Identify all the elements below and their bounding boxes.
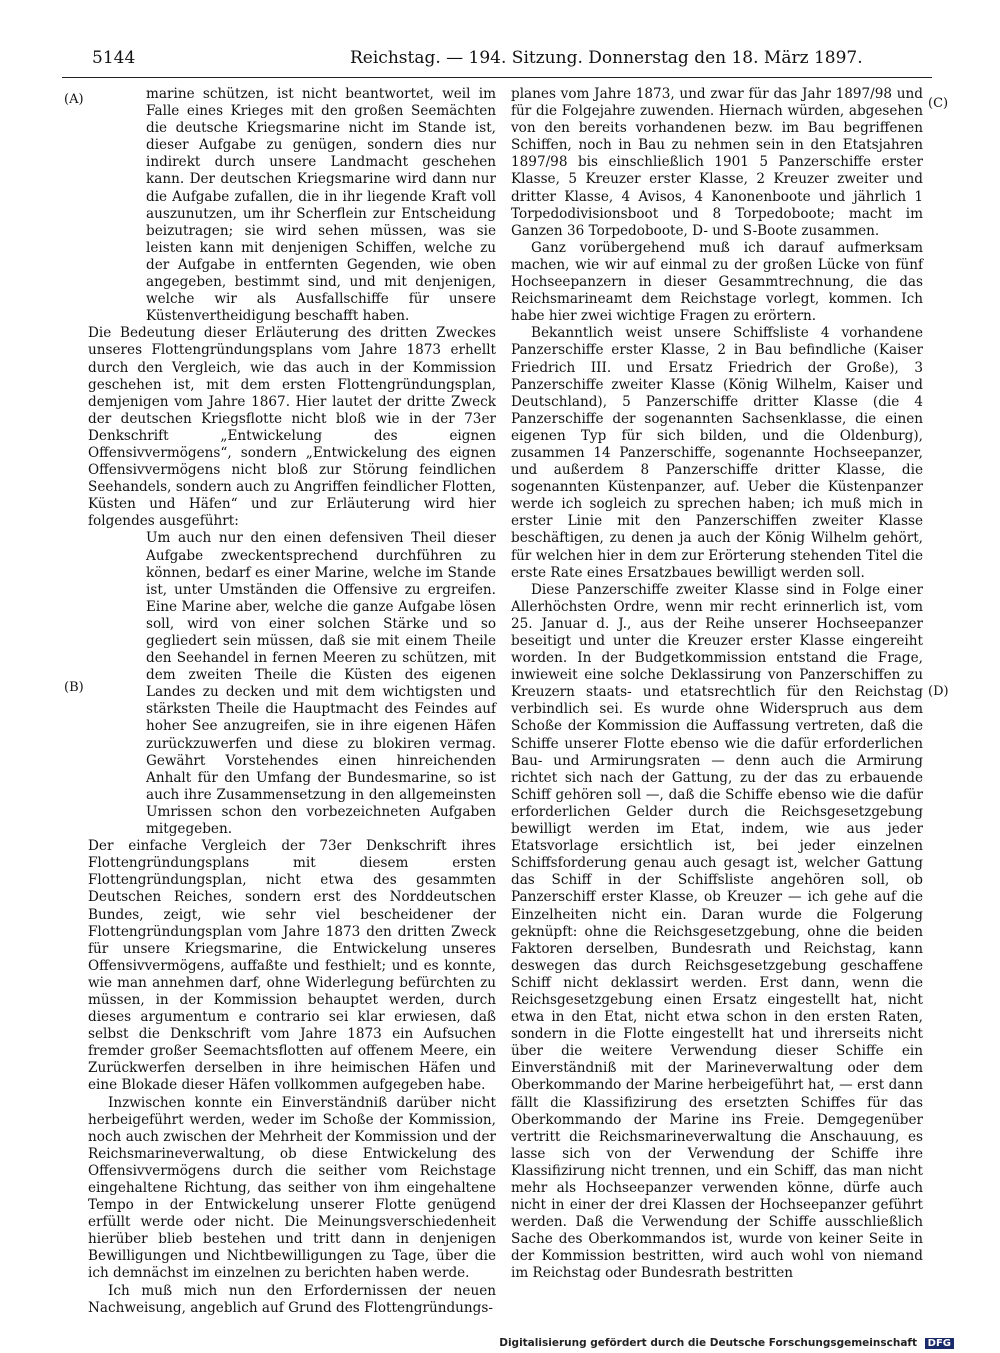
left-column xyxy=(88,86,496,1317)
dfg-logo: DFG xyxy=(925,1338,954,1349)
margin-mark-d: (D) xyxy=(928,684,949,699)
running-title: Reichstag. — 194. Sitzung. Donnerstag den 18. März 1897. xyxy=(350,48,863,68)
digitization-credit xyxy=(499,1337,954,1349)
paragraph: Ich muß mich nun den Erfordernissen der neuen Nachweisung, angeblich auf Grund des Flottengründungs- xyxy=(88,1282,496,1316)
page-number: 5144 xyxy=(92,48,136,68)
paragraph: Die Bedeutung dieser Erläuterung des dritten Zweckes unseres Flottengründungsplans vom Jahre 1873 erhellt durch den Vergleich, wie das auch in der Kommission geschehen ist, mit dem ersten Flottengründungsplan, demjenigen vom Jahre 1867. Hier lautet der dritte Zweck der deutschen Kriegsflotte nicht bloß wie in der 73er Denkschrift „Entwickelung des eignen Offensivvermögens“, sondern „Entwickelung des eignen Offensivvermögens nicht bloß zur Störung feindlichen Seehandels, sondern auch zu Angriffen feindlicher Flotten, Küsten und Häfen“ und zur Erläuterung wird hier folgendes ausgeführt: xyxy=(88,325,496,530)
margin-mark-c: (C) xyxy=(928,96,949,111)
credit-text: Digitalisierung gefördert durch die Deutsche Forschungsgemeinschaft xyxy=(499,1337,917,1349)
paragraph: Um auch nur den einen defensiven Theil dieser Aufgabe zweckentsprechend durchführen zu können, bedarf es einer Marine, welche im Stande ist, unter Umständen die Offensive zu ergreifen. Eine Marine aber, welche die ganze Aufgabe lösen soll, wird von einer solchen Stärke und so gegliedert sein müssen, daß sie mit einem Theile den Seehandel in fernen Meeren zu schützen, mit dem zweiten Theile die Küsten des eigenen Landes zu decken und mit dem wichtigsten und stärksten Theile die Hauptmacht des Feindes auf hoher See anzugreifen, sie in ihre eigenen Häfen zurückzuwerfen und diese zu blokiren vermag. Gewährt Vorstehendes einen hinreichenden Anhalt für den Umfang der Bundesmarine, so ist auch ihre Zusammensetzung in den allgemeinsten Umrissen schon den vorbezeichneten Aufgaben mitgegeben. xyxy=(146,530,496,838)
paragraph: Der einfache Vergleich der 73er Denkschrift ihres Flottengründungsplans mit diesem ersten Flottengründungsplan, nicht etwa des gesammten Deutschen Reiches, sondern erst des Norddeutschen Bundes, zeigt, wie sehr viel bescheidener der Flottengründungsplan vom Jahre 1873 den dritten Zweck für unsere Kriegsmarine, die Entwickelung unseres Offensivvermögens, auffaßte und festhielt; und es konnte, wie man annehmen darf, ohne Widerlegung befürchten zu müssen, in der Kommission behauptet werden, durch dieses argumentum e contrario sei klar erwiesen, daß selbst die Denkschrift vom Jahre 1873 ein Aufsuchen fremder großer Seemachtsflotten auf offenem Meere, ein Zurückwerfen derselben in ihre heimischen Häfen und eine Blokade dieser Häfen vollkommen aufgegeben habe. xyxy=(88,838,496,1094)
page-header xyxy=(62,48,957,74)
paragraph: Bekanntlich weist unsere Schiffsliste 4 vorhandene Panzerschiffe erster Klasse, 2 in Bau befindliche (Kaiser Friedrich III. und Ersatz Friedrich der Große), 3 Panzerschiffe zweiter Klasse (König Wilhelm, Kaiser und Deutschland), 5 Panzerschiffe dritter Klasse (die 4 Panzerschiffe der sogenannten Sachsenklasse, die einen eigenen Typ für sich bilden, und die Oldenburg), zusammen 14 Panzerschiffe, sogenannte Hochseepanzer, und außerdem 8 Panzerschiffe dritter Klasse, die sogenannten Küstenpanzer, auf. Ueber die Küstenpanzer werde ich sogleich zu sprechen haben; ich muß mich in erster Linie mit den Panzerschiffen zweiter Klasse beschäftigen, zu denen ja auch der König Wilhelm gehört, für welchen hier in dem zur Erörterung stehenden Titel die erste Rate eines Ersatzbaues bewilligt werden soll. xyxy=(511,325,923,581)
margin-mark-b: (B) xyxy=(64,680,84,695)
paragraph: planes vom Jahre 1873, und zwar für das Jahr 1897/98 und für die Folgejahre zuwenden. Hiernach würden, abgesehen von den bereits vorhandenen bezw. im Bau begriffenen Schiffen, noch in Bau zu nehmen sein in den Etatsjahren 1897/98 bis einschließlich 1901 5 Panzerschiffe erster Klasse, 5 Kreuzer erster Klasse, 2 Kreuzer zweiter und dritter Klasse, 4 Avisos, 4 Kanonenboote und jährlich 1 Torpedodivisionsboot und 8 Torpedoboote; macht im Ganzen 36 Torpedoboote, D- und S-Boote zusammen. xyxy=(511,86,923,239)
margin-mark-a: (A) xyxy=(64,92,84,107)
right-column xyxy=(511,86,923,1283)
paragraph: Diese Panzerschiffe zweiter Klasse sind in Folge einer Allerhöchsten Ordre, wenn mir recht erinnerlich ist, vom 25. Januar d. J., aus der Reihe unserer Hochseepanzer beseitigt und unter die Kreuzer erster Klasse eingereiht worden. In der Budgetkommission entstand die Frage, inwieweit eine solche Deklassirung von Panzerschiffen zu Kreuzern staats- und etatsrechtlich für den Reichstag verbindlich sei. Es wurde ohne Widerspruch aus dem Schoße der Kommission die Auffassung vertreten, daß die Schiffe unserer Flotte ebenso wie die dafür erforderlichen Bau- und Armirungsraten — denn auch die Armirung richtet sich nach der Gattung, zu der das zu erbauende Schiff gehören soll —, daß die Schiffe ebenso wie die dafür erforderlichen Gelder durch die Reichsgesetzgebung bewilligt werden im Etat, indem, wie aus jeder Etatsvorlage ersichtlich ist, bei jeder einzelnen Schiffsforderung genau auch gesagt ist, welcher Gattung das Schiff in der Schiffsliste angehören soll, ob Panzerschiff erster Klasse, ob Kreuzer — ich gehe auf die Einzelheiten nicht ein. Daran wurde die Folgerung geknüpft: ohne die Reichsgesetzgebung, ohne die beiden Faktoren derselben, Bundesrath und Reichstag, kann deswegen das durch Reichsgesetzgebung geschaffene Schiff nicht deklassirt werden. Erst dann, wenn die Reichsgesetzgebung einen Ersatz eingestellt hat, nicht etwa in den Etat, nicht etwa schon in den ersten Raten, sondern in die Flotte eingestellt hat und ihrerseits nicht über die weitere Verwendung dieser Schiffe ein Einverständniß mit der Marineverwaltung oder dem Oberkommando der Marine herbeigeführt hat, — erst dann fällt die Klassifizirung des ersetzten Schiffes für das Oberkommando der Marine ins Freie. Demgegenüber vertritt die Reichsmarineverwaltung die Anschauung, es lasse sich von der Verwendung der Schiffe ihre Klassifizirung nicht trennen, und ein Schiff, das man nicht mehr als Hochseepanzer verwenden könne, dürfe auch nicht in einer der drei Klassen der Hochseepanzer geführt werden. Daß die Verwendung der Schiffe ausschließlich Sache des Oberkommandos ist, wurde von keiner Seite in der Kommission bestritten, wird auch wohl von niemand im Reichstag oder Bundesrath bestritten xyxy=(511,581,923,1282)
paragraph: marine schützen, ist nicht beantwortet, weil im Falle eines Krieges mit den großen Seemächten die deutsche Kriegsmarine nicht im Stande ist, dieser Aufgabe zu genügen, sondern dies nur indirekt durch unsere Landmacht geschehen kann. Der deutschen Kriegsmarine wird dann nur die Aufgabe zufallen, die in ihr liegende Kraft voll auszunutzen, um ihr Scherflein zur Entscheidung beizutragen; sie wird sehen müssen, was sie leisten kann mit denjenigen Schiffen, welche zu der Aufgabe in entfernten Gegenden, wie oben angegeben, bestimmt sind, und mit denjenigen, welche wir als Ausfallschiffe für unsere Küstenvertheidigung beschafft haben. xyxy=(146,86,496,325)
paragraph: Inzwischen konnte ein Einverständniß darüber nicht herbeigeführt werden, weder im Schoße der Kommission, noch auch zwischen der Mehrheit der Kommission und der Reichsmarineverwaltung, ob diese Entwickelung des Offensivvermögens durch die seither vom Reichstage eingehaltene Richtung, das seither von ihm eingehaltene Tempo in der Entwickelung unserer Flotte genügend erfüllt werde oder nicht. Die Meinungsverschiedenheit hierüber blieb bestehen und tritt dann in denjenigen Bewilligungen und Nichtbewilligungen zu Tage, über die ich demnächst im einzelnen zu berichten haben werde. xyxy=(88,1094,496,1282)
header-rule xyxy=(62,77,932,78)
paragraph: Ganz vorübergehend muß ich darauf aufmerksam machen, wie wir auf einmal zu der großen Lücke von fünf Hochseepanzern in dieser Gesammtrechnung, die das Reichsmarineamt dem Reichstage vorlegt, kommen. Ich habe hier zwei wichtige Fragen zu erörtern. xyxy=(511,239,923,325)
